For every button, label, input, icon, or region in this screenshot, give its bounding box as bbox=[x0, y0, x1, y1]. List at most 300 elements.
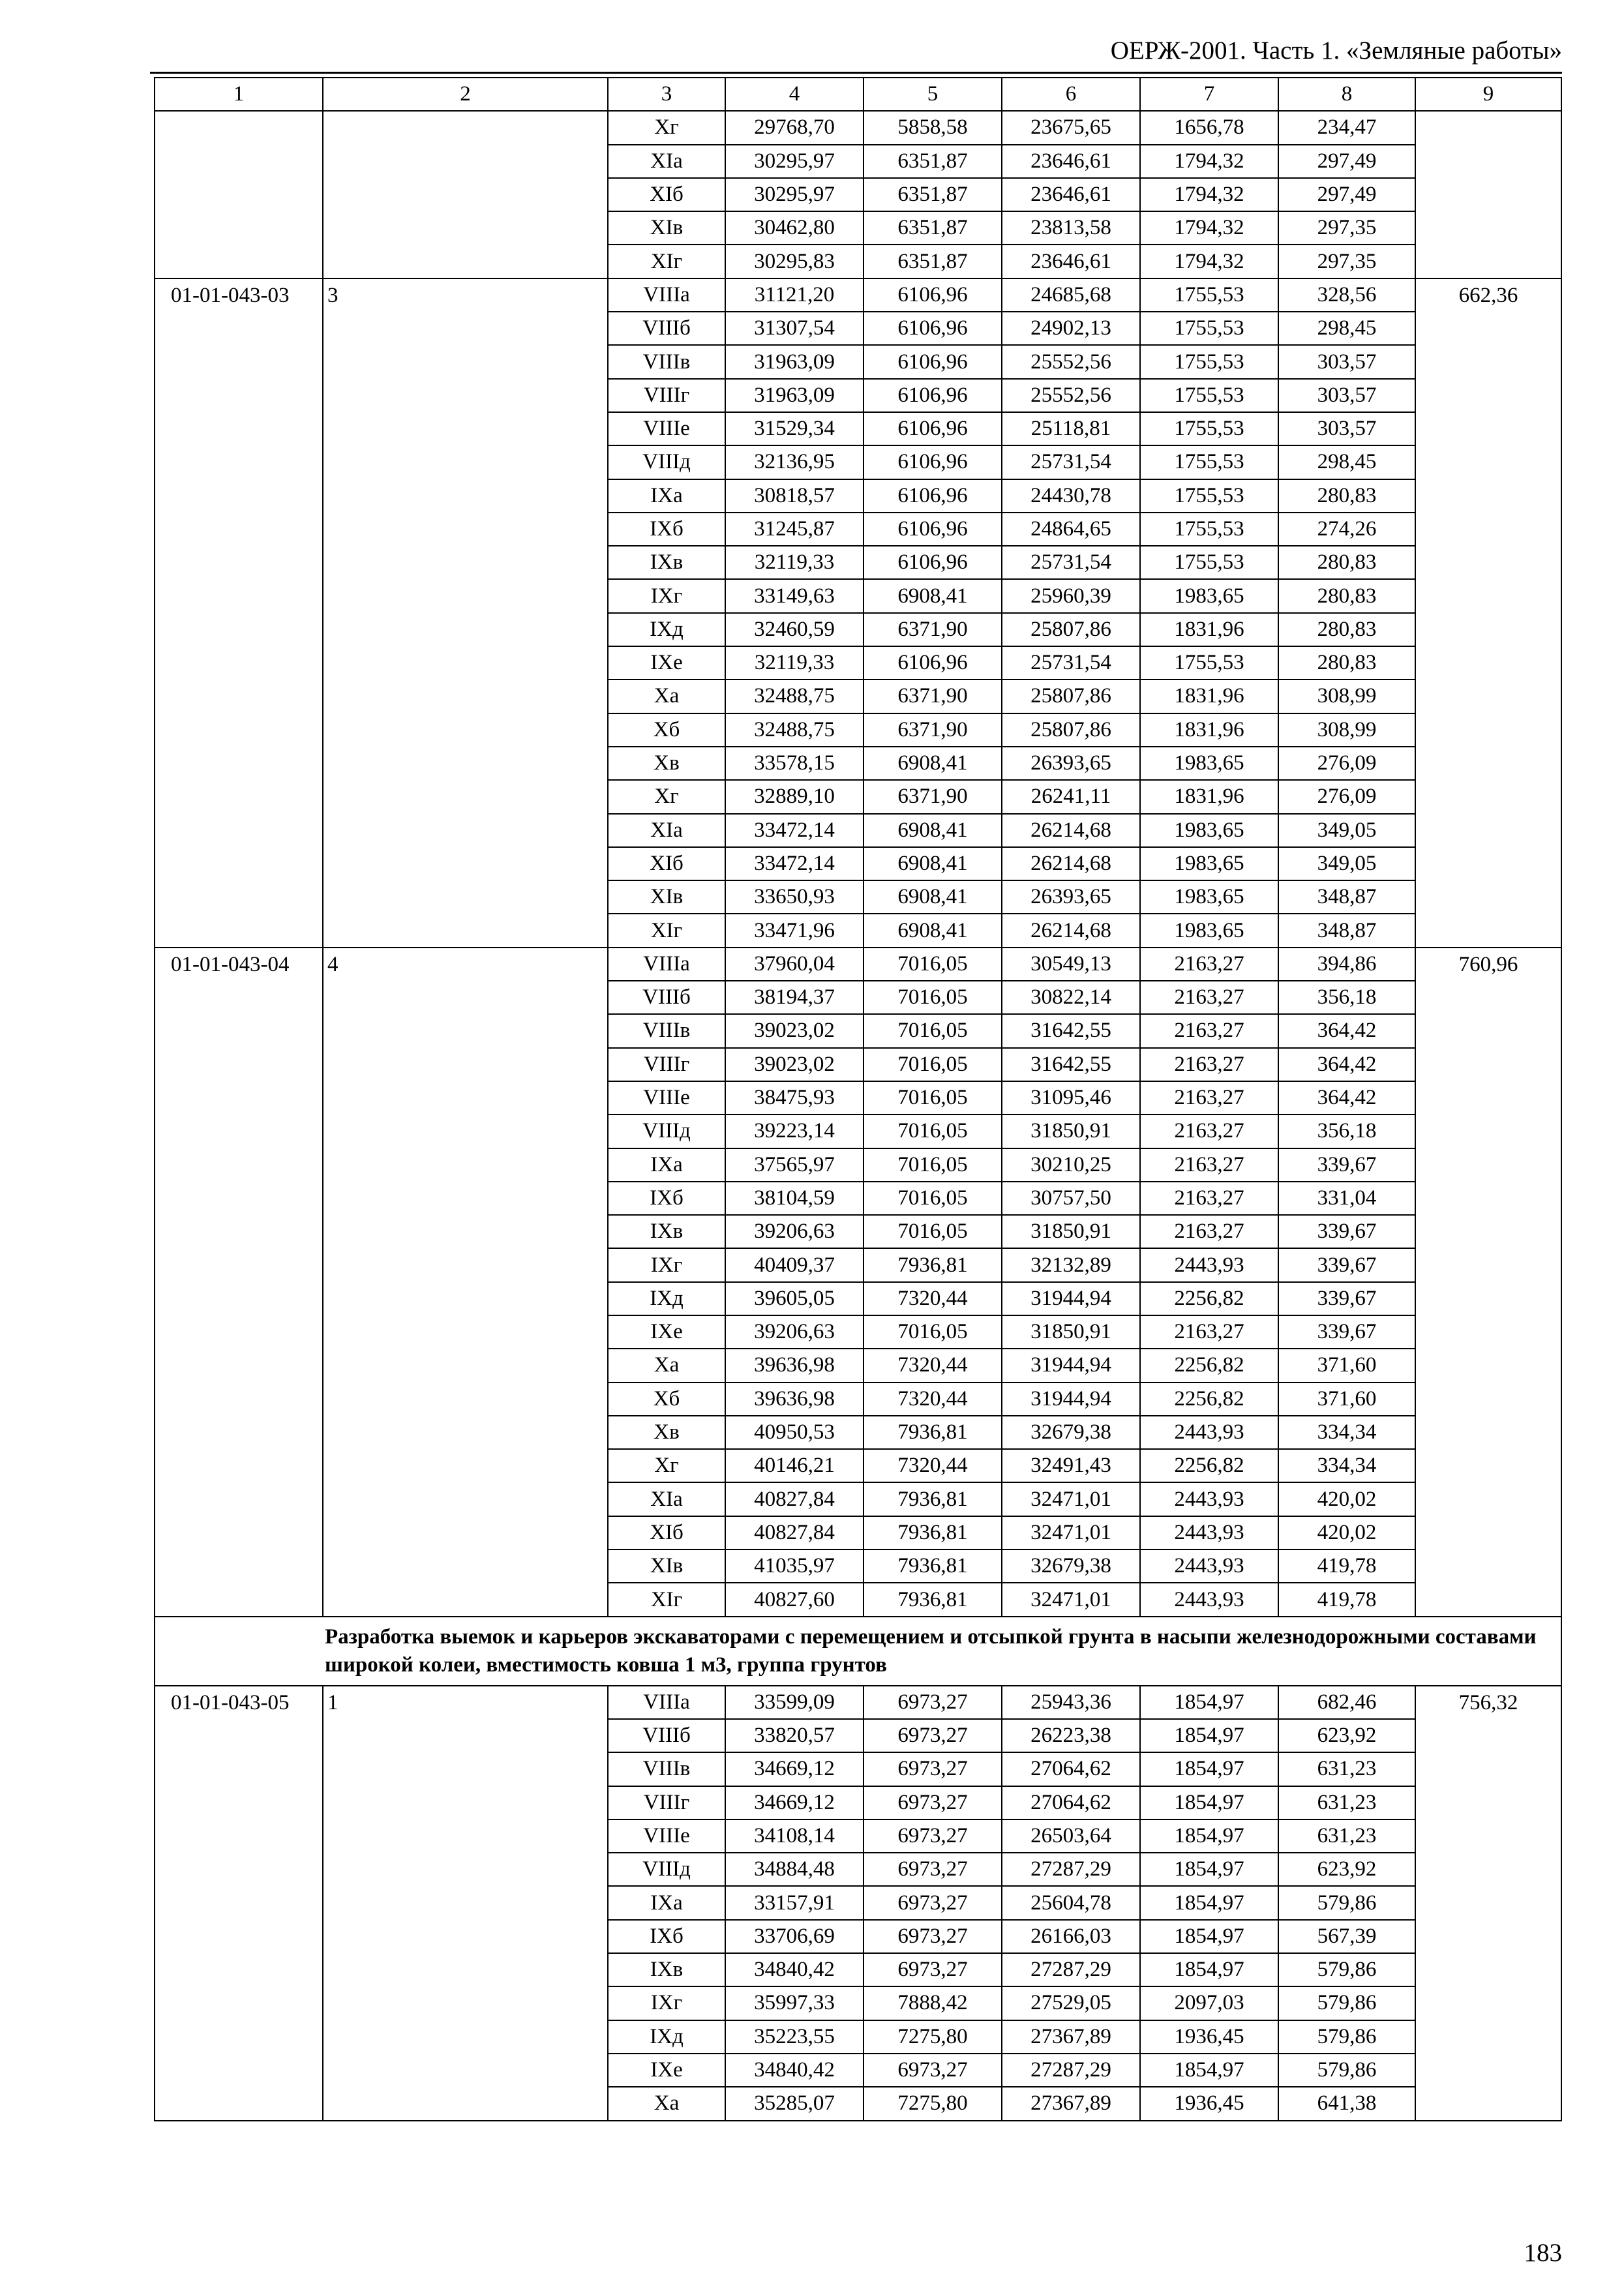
value-cell: 7275,80 bbox=[864, 2087, 1002, 2120]
column-number: 7 bbox=[1140, 78, 1278, 111]
value-cell: 27367,89 bbox=[1002, 2020, 1140, 2054]
value-cell: 6371,90 bbox=[864, 780, 1002, 813]
soil-group-cell: IXе bbox=[608, 646, 725, 680]
value-cell: 6908,41 bbox=[864, 914, 1002, 947]
value-cell: 31642,55 bbox=[1002, 1014, 1140, 1047]
table-row bbox=[155, 948, 1561, 981]
soil-group-cell: XIб bbox=[608, 847, 725, 880]
page-number: 183 bbox=[1524, 2239, 1562, 2267]
soil-group-cell: Xг bbox=[608, 1449, 725, 1482]
value-cell: 6908,41 bbox=[864, 579, 1002, 612]
soil-group-cell: XIг bbox=[608, 914, 725, 947]
value-cell: 1983,65 bbox=[1140, 847, 1278, 880]
value-cell: 6106,96 bbox=[864, 513, 1002, 546]
value-cell: 1936,45 bbox=[1140, 2020, 1278, 2054]
column-number: 5 bbox=[864, 78, 1002, 111]
soil-group-cell: VIIIг bbox=[608, 379, 725, 412]
value-cell: 6371,90 bbox=[864, 680, 1002, 713]
table-body bbox=[155, 78, 1561, 2121]
value-cell: 7936,81 bbox=[864, 1248, 1002, 1281]
soil-group-cell: Xа bbox=[608, 1349, 725, 1382]
value-cell: 32136,95 bbox=[725, 445, 864, 479]
soil-group-cell: XIб bbox=[608, 1516, 725, 1549]
soil-group-cell: XIг bbox=[608, 245, 725, 278]
value-cell: 6973,27 bbox=[864, 1786, 1002, 1819]
value-cell: 25807,86 bbox=[1002, 713, 1140, 747]
value-cell: 274,26 bbox=[1278, 513, 1415, 546]
soil-group-cell: IXе bbox=[608, 1315, 725, 1349]
value-cell: 6106,96 bbox=[864, 646, 1002, 680]
value-cell: 1831,96 bbox=[1140, 613, 1278, 646]
value-cell: 32889,10 bbox=[725, 780, 864, 813]
table-row bbox=[155, 278, 1561, 312]
value-cell: 25552,56 bbox=[1002, 345, 1140, 378]
value-cell: 24685,68 bbox=[1002, 278, 1140, 312]
value-cell: 2163,27 bbox=[1140, 1115, 1278, 1148]
value-cell: 23646,61 bbox=[1002, 145, 1140, 178]
value-cell: 280,83 bbox=[1278, 579, 1415, 612]
value-cell: 623,92 bbox=[1278, 1853, 1415, 1886]
soil-group-cell: XIв bbox=[608, 1549, 725, 1583]
value-cell: 623,92 bbox=[1278, 1719, 1415, 1752]
value-cell: 631,23 bbox=[1278, 1819, 1415, 1853]
column-number: 6 bbox=[1002, 78, 1140, 111]
value-cell: 339,67 bbox=[1278, 1148, 1415, 1182]
section-heading-row bbox=[155, 1617, 1561, 1686]
soil-group-cell: VIIIа bbox=[608, 1686, 725, 1719]
value-cell: 30549,13 bbox=[1002, 948, 1140, 981]
rate-variant bbox=[323, 111, 608, 278]
value-cell: 26214,68 bbox=[1002, 847, 1140, 880]
soil-group-cell: Xб bbox=[608, 713, 725, 747]
value-cell: 25943,36 bbox=[1002, 1686, 1140, 1719]
soil-group-cell: VIIIв bbox=[608, 1014, 725, 1047]
value-cell: 25731,54 bbox=[1002, 646, 1140, 680]
value-cell: 7016,05 bbox=[864, 981, 1002, 1014]
soil-group-cell: VIIIа bbox=[608, 948, 725, 981]
value-cell: 31963,09 bbox=[725, 379, 864, 412]
rate-variant: 1 bbox=[323, 1686, 608, 2121]
value-cell: 33650,93 bbox=[725, 880, 864, 914]
value-cell: 1656,78 bbox=[1140, 111, 1278, 144]
value-cell: 298,45 bbox=[1278, 445, 1415, 479]
value-cell: 6973,27 bbox=[864, 1819, 1002, 1853]
value-cell: 356,18 bbox=[1278, 1115, 1415, 1148]
value-cell: 30295,97 bbox=[725, 178, 864, 211]
soil-group-cell: IXд bbox=[608, 1282, 725, 1315]
value-cell: 6371,90 bbox=[864, 713, 1002, 747]
value-cell: 6973,27 bbox=[864, 1719, 1002, 1752]
value-cell: 7320,44 bbox=[864, 1349, 1002, 1382]
value-cell: 6351,87 bbox=[864, 245, 1002, 278]
value-cell: 419,78 bbox=[1278, 1549, 1415, 1583]
value-cell: 1854,97 bbox=[1140, 1953, 1278, 1986]
value-cell: 2443,93 bbox=[1140, 1549, 1278, 1583]
soil-group-cell: Xа bbox=[608, 680, 725, 713]
soil-group-cell: VIIIв bbox=[608, 1752, 725, 1786]
value-cell: 7320,44 bbox=[864, 1449, 1002, 1482]
value-cell: 280,83 bbox=[1278, 613, 1415, 646]
soil-group-cell: IXд bbox=[608, 613, 725, 646]
value-cell: 27367,89 bbox=[1002, 2087, 1140, 2120]
value-cell: 25807,86 bbox=[1002, 613, 1140, 646]
value-cell: 1755,53 bbox=[1140, 379, 1278, 412]
value-cell: 7888,42 bbox=[864, 1986, 1002, 2020]
value-cell: 33706,69 bbox=[725, 1920, 864, 1953]
value-cell: 32488,75 bbox=[725, 713, 864, 747]
soil-group-cell: IXв bbox=[608, 1953, 725, 1986]
value-cell: 6973,27 bbox=[864, 1686, 1002, 1719]
value-cell: 420,02 bbox=[1278, 1482, 1415, 1516]
value-cell: 1794,32 bbox=[1140, 145, 1278, 178]
value-cell: 2163,27 bbox=[1140, 1315, 1278, 1349]
value-cell: 280,83 bbox=[1278, 479, 1415, 513]
value-cell: 6908,41 bbox=[864, 880, 1002, 914]
value-cell: 308,99 bbox=[1278, 713, 1415, 747]
rate-code: 01-01-043-04 bbox=[155, 948, 323, 1617]
value-cell: 2256,82 bbox=[1140, 1383, 1278, 1416]
value-cell: 31944,94 bbox=[1002, 1383, 1140, 1416]
value-cell: 297,35 bbox=[1278, 211, 1415, 245]
value-cell: 2443,93 bbox=[1140, 1516, 1278, 1549]
value-cell: 2443,93 bbox=[1140, 1248, 1278, 1281]
value-cell: 33471,96 bbox=[725, 914, 864, 947]
value-cell: 6973,27 bbox=[864, 1886, 1002, 1919]
value-cell: 25118,81 bbox=[1002, 412, 1140, 445]
value-cell: 40409,37 bbox=[725, 1248, 864, 1281]
value-cell: 356,18 bbox=[1278, 981, 1415, 1014]
value-cell: 6973,27 bbox=[864, 2054, 1002, 2087]
soil-group-cell: IXе bbox=[608, 2054, 725, 2087]
value-cell: 39636,98 bbox=[725, 1383, 864, 1416]
value-cell: 1794,32 bbox=[1140, 211, 1278, 245]
soil-group-cell: VIIIд bbox=[608, 1853, 725, 1886]
value-cell: 1854,97 bbox=[1140, 1752, 1278, 1786]
value-cell: 23675,65 bbox=[1002, 111, 1140, 144]
value-cell: 33820,57 bbox=[725, 1719, 864, 1752]
value-cell: 26214,68 bbox=[1002, 914, 1140, 947]
column-number: 2 bbox=[323, 78, 608, 111]
value-cell: 2163,27 bbox=[1140, 1081, 1278, 1115]
value-cell: 339,67 bbox=[1278, 1215, 1415, 1248]
value-cell: 24902,13 bbox=[1002, 312, 1140, 345]
value-cell: 6106,96 bbox=[864, 445, 1002, 479]
value-cell: 25731,54 bbox=[1002, 546, 1140, 579]
value-cell: 1854,97 bbox=[1140, 1686, 1278, 1719]
value-cell: 1755,53 bbox=[1140, 345, 1278, 378]
value-cell: 331,04 bbox=[1278, 1182, 1415, 1215]
value-cell: 1794,32 bbox=[1140, 245, 1278, 278]
soil-group-cell: IXа bbox=[608, 1886, 725, 1919]
value-cell: 7320,44 bbox=[864, 1383, 1002, 1416]
value-cell: 280,83 bbox=[1278, 546, 1415, 579]
value-cell: 1794,32 bbox=[1140, 178, 1278, 211]
value-cell: 348,87 bbox=[1278, 914, 1415, 947]
value-cell: 34669,12 bbox=[725, 1752, 864, 1786]
value-cell: 297,35 bbox=[1278, 245, 1415, 278]
value-cell: 419,78 bbox=[1278, 1583, 1415, 1616]
value-cell: 1983,65 bbox=[1140, 914, 1278, 947]
value-cell: 6908,41 bbox=[864, 814, 1002, 847]
value-cell: 631,23 bbox=[1278, 1752, 1415, 1786]
value-cell: 27064,62 bbox=[1002, 1752, 1140, 1786]
value-cell: 1854,97 bbox=[1140, 1719, 1278, 1752]
column-number: 3 bbox=[608, 78, 725, 111]
value-cell: 276,09 bbox=[1278, 780, 1415, 813]
value-cell: 641,38 bbox=[1278, 2087, 1415, 2120]
value-cell: 39636,98 bbox=[725, 1349, 864, 1382]
value-cell: 364,42 bbox=[1278, 1081, 1415, 1115]
soil-group-cell: IXг bbox=[608, 1248, 725, 1281]
table-row bbox=[155, 1686, 1561, 1719]
soil-group-cell: XIа bbox=[608, 814, 725, 847]
value-cell: 280,83 bbox=[1278, 646, 1415, 680]
value-cell: 303,57 bbox=[1278, 345, 1415, 378]
value-cell: 1755,53 bbox=[1140, 312, 1278, 345]
value-cell: 6973,27 bbox=[864, 1752, 1002, 1786]
value-cell: 7936,81 bbox=[864, 1516, 1002, 1549]
value-cell: 1983,65 bbox=[1140, 747, 1278, 780]
soil-group-cell: IXг bbox=[608, 1986, 725, 2020]
soil-group-cell: VIIIг bbox=[608, 1786, 725, 1819]
value-cell: 27529,05 bbox=[1002, 1986, 1140, 2020]
value-cell: 30822,14 bbox=[1002, 981, 1140, 1014]
value-cell: 1831,96 bbox=[1140, 780, 1278, 813]
value-cell: 27287,29 bbox=[1002, 1853, 1140, 1886]
value-cell: 39206,63 bbox=[725, 1315, 864, 1349]
table-row bbox=[155, 111, 1561, 144]
value-cell: 334,34 bbox=[1278, 1449, 1415, 1482]
value-cell: 35223,55 bbox=[725, 2020, 864, 2054]
soil-group-cell: VIIIб bbox=[608, 981, 725, 1014]
value-cell: 1854,97 bbox=[1140, 1786, 1278, 1819]
value-cell: 334,34 bbox=[1278, 1416, 1415, 1449]
column-number: 4 bbox=[725, 78, 864, 111]
soil-group-cell: Xб bbox=[608, 1383, 725, 1416]
value-cell: 37565,97 bbox=[725, 1148, 864, 1182]
value-cell: 30295,97 bbox=[725, 145, 864, 178]
value-cell: 31944,94 bbox=[1002, 1282, 1140, 1315]
value-cell: 40827,84 bbox=[725, 1516, 864, 1549]
value-cell: 2256,82 bbox=[1140, 1349, 1278, 1382]
soil-group-cell: VIIIб bbox=[608, 312, 725, 345]
value-cell: 25731,54 bbox=[1002, 445, 1140, 479]
value-cell: 6973,27 bbox=[864, 1920, 1002, 1953]
value-cell: 1983,65 bbox=[1140, 579, 1278, 612]
value-cell: 39206,63 bbox=[725, 1215, 864, 1248]
value-cell: 349,05 bbox=[1278, 847, 1415, 880]
value-cell: 25807,86 bbox=[1002, 680, 1140, 713]
value-cell: 1983,65 bbox=[1140, 814, 1278, 847]
value-cell: 41035,97 bbox=[725, 1549, 864, 1583]
soil-group-cell: VIIIе bbox=[608, 1819, 725, 1853]
value-cell: 6351,87 bbox=[864, 211, 1002, 245]
value-cell: 23646,61 bbox=[1002, 178, 1140, 211]
soil-group-cell: VIIIе bbox=[608, 412, 725, 445]
value-cell: 32679,38 bbox=[1002, 1549, 1140, 1583]
value-cell: 7016,05 bbox=[864, 1148, 1002, 1182]
soil-group-cell: VIIIе bbox=[608, 1081, 725, 1115]
value-cell: 579,86 bbox=[1278, 2054, 1415, 2087]
value-cell: 394,86 bbox=[1278, 948, 1415, 981]
value-cell: 1983,65 bbox=[1140, 880, 1278, 914]
value-cell: 35285,07 bbox=[725, 2087, 864, 2120]
value-cell: 31963,09 bbox=[725, 345, 864, 378]
value-cell: 339,67 bbox=[1278, 1315, 1415, 1349]
column-number: 1 bbox=[155, 78, 323, 111]
soil-group-cell: IXг bbox=[608, 579, 725, 612]
value-cell: 6106,96 bbox=[864, 412, 1002, 445]
value-cell: 38194,37 bbox=[725, 981, 864, 1014]
value-cell: 1755,53 bbox=[1140, 479, 1278, 513]
value-cell: 40950,53 bbox=[725, 1416, 864, 1449]
value-cell: 27064,62 bbox=[1002, 1786, 1140, 1819]
soil-group-cell: VIIIв bbox=[608, 345, 725, 378]
value-cell: 1755,53 bbox=[1140, 546, 1278, 579]
value-cell: 6106,96 bbox=[864, 345, 1002, 378]
value-cell: 32471,01 bbox=[1002, 1583, 1140, 1616]
value-cell: 7936,81 bbox=[864, 1416, 1002, 1449]
value-cell: 7016,05 bbox=[864, 1215, 1002, 1248]
value-cell: 2256,82 bbox=[1140, 1282, 1278, 1315]
value-cell: 1755,53 bbox=[1140, 278, 1278, 312]
value-cell: 27287,29 bbox=[1002, 2054, 1140, 2087]
value-cell: 328,56 bbox=[1278, 278, 1415, 312]
value-cell: 31529,34 bbox=[725, 412, 864, 445]
value-cell: 2163,27 bbox=[1140, 1048, 1278, 1081]
value-cell: 39223,14 bbox=[725, 1115, 864, 1148]
value-cell: 1755,53 bbox=[1140, 412, 1278, 445]
value-cell: 32132,89 bbox=[1002, 1248, 1140, 1281]
value-cell: 7016,05 bbox=[864, 1014, 1002, 1047]
value-cell: 40146,21 bbox=[725, 1449, 864, 1482]
value-cell: 364,42 bbox=[1278, 1014, 1415, 1047]
value-cell: 34669,12 bbox=[725, 1786, 864, 1819]
value-cell: 1831,96 bbox=[1140, 680, 1278, 713]
value-cell: 38475,93 bbox=[725, 1081, 864, 1115]
value-cell: 7016,05 bbox=[864, 1115, 1002, 1148]
value-cell: 1755,53 bbox=[1140, 513, 1278, 546]
value-cell: 6106,96 bbox=[864, 278, 1002, 312]
value-cell: 579,86 bbox=[1278, 1886, 1415, 1919]
value-cell: 27287,29 bbox=[1002, 1953, 1140, 1986]
value-cell: 34840,42 bbox=[725, 1953, 864, 1986]
value-cell: 24430,78 bbox=[1002, 479, 1140, 513]
value-cell: 40827,60 bbox=[725, 1583, 864, 1616]
value-cell: 2256,82 bbox=[1140, 1449, 1278, 1482]
value-cell: 349,05 bbox=[1278, 814, 1415, 847]
soil-group-cell: XIа bbox=[608, 1482, 725, 1516]
value-cell: 39605,05 bbox=[725, 1282, 864, 1315]
value-cell: 26214,68 bbox=[1002, 814, 1140, 847]
value-cell: 31307,54 bbox=[725, 312, 864, 345]
value-cell: 348,87 bbox=[1278, 880, 1415, 914]
soil-group-cell: IXд bbox=[608, 2020, 725, 2054]
value-cell: 30210,25 bbox=[1002, 1148, 1140, 1182]
column-number: 8 bbox=[1278, 78, 1415, 111]
value-cell: 31850,91 bbox=[1002, 1215, 1140, 1248]
value-cell: 32119,33 bbox=[725, 546, 864, 579]
soil-group-cell: Xа bbox=[608, 2087, 725, 2120]
value-cell: 33472,14 bbox=[725, 814, 864, 847]
value-cell: 35997,33 bbox=[725, 1986, 864, 2020]
value-cell: 26166,03 bbox=[1002, 1920, 1140, 1953]
rate-total-col9 bbox=[1415, 111, 1561, 278]
value-cell: 579,86 bbox=[1278, 1953, 1415, 1986]
soil-group-cell: IXб bbox=[608, 1182, 725, 1215]
value-cell: 39023,02 bbox=[725, 1014, 864, 1047]
value-cell: 31121,20 bbox=[725, 278, 864, 312]
value-cell: 23646,61 bbox=[1002, 245, 1140, 278]
value-cell: 6908,41 bbox=[864, 847, 1002, 880]
value-cell: 7016,05 bbox=[864, 1081, 1002, 1115]
value-cell: 631,23 bbox=[1278, 1786, 1415, 1819]
value-cell: 303,57 bbox=[1278, 412, 1415, 445]
rate-variant: 4 bbox=[323, 948, 608, 1617]
value-cell: 30295,83 bbox=[725, 245, 864, 278]
value-cell: 40827,84 bbox=[725, 1482, 864, 1516]
value-cell: 297,49 bbox=[1278, 178, 1415, 211]
value-cell: 1854,97 bbox=[1140, 1853, 1278, 1886]
value-cell: 371,60 bbox=[1278, 1349, 1415, 1382]
rate-code: 01-01-043-05 bbox=[155, 1686, 323, 2121]
value-cell: 26393,65 bbox=[1002, 880, 1140, 914]
value-cell: 2163,27 bbox=[1140, 1014, 1278, 1047]
value-cell: 32471,01 bbox=[1002, 1482, 1140, 1516]
value-cell: 30818,57 bbox=[725, 479, 864, 513]
value-cell: 34840,42 bbox=[725, 2054, 864, 2087]
value-cell: 420,02 bbox=[1278, 1516, 1415, 1549]
value-cell: 579,86 bbox=[1278, 2020, 1415, 2054]
soil-group-cell: Xг bbox=[608, 780, 725, 813]
value-cell: 32679,38 bbox=[1002, 1416, 1140, 1449]
value-cell: 6106,96 bbox=[864, 546, 1002, 579]
value-cell: 7016,05 bbox=[864, 948, 1002, 981]
value-cell: 6106,96 bbox=[864, 379, 1002, 412]
value-cell: 7936,81 bbox=[864, 1549, 1002, 1583]
rate-total-col9: 760,96 bbox=[1415, 948, 1561, 1617]
value-cell: 1854,97 bbox=[1140, 2054, 1278, 2087]
rate-code bbox=[155, 111, 323, 278]
value-cell: 26241,11 bbox=[1002, 780, 1140, 813]
value-cell: 39023,02 bbox=[725, 1048, 864, 1081]
soil-group-cell: VIIIд bbox=[608, 445, 725, 479]
value-cell: 32471,01 bbox=[1002, 1516, 1140, 1549]
value-cell: 1854,97 bbox=[1140, 1819, 1278, 1853]
value-cell: 31944,94 bbox=[1002, 1349, 1140, 1382]
rate-total-col9: 662,36 bbox=[1415, 278, 1561, 948]
soil-group-cell: IXб bbox=[608, 1920, 725, 1953]
value-cell: 1854,97 bbox=[1140, 1920, 1278, 1953]
value-cell: 567,39 bbox=[1278, 1920, 1415, 1953]
soil-group-cell: Xв bbox=[608, 747, 725, 780]
value-cell: 37960,04 bbox=[725, 948, 864, 981]
value-cell: 5858,58 bbox=[864, 111, 1002, 144]
value-cell: 26223,38 bbox=[1002, 1719, 1140, 1752]
value-cell: 308,99 bbox=[1278, 680, 1415, 713]
value-cell: 25960,39 bbox=[1002, 579, 1140, 612]
value-cell: 2163,27 bbox=[1140, 1148, 1278, 1182]
soil-group-cell: VIIIб bbox=[608, 1719, 725, 1752]
value-cell: 31850,91 bbox=[1002, 1315, 1140, 1349]
value-cell: 339,67 bbox=[1278, 1248, 1415, 1281]
value-cell: 7016,05 bbox=[864, 1182, 1002, 1215]
rate-code: 01-01-043-03 bbox=[155, 278, 323, 948]
running-head-title: ОЕРЖ-2001. Часть 1. «Земляные работы» bbox=[1110, 37, 1562, 65]
soil-group-cell: IXа bbox=[608, 479, 725, 513]
value-cell: 31245,87 bbox=[725, 513, 864, 546]
rate-total-col9: 756,32 bbox=[1415, 1686, 1561, 2121]
